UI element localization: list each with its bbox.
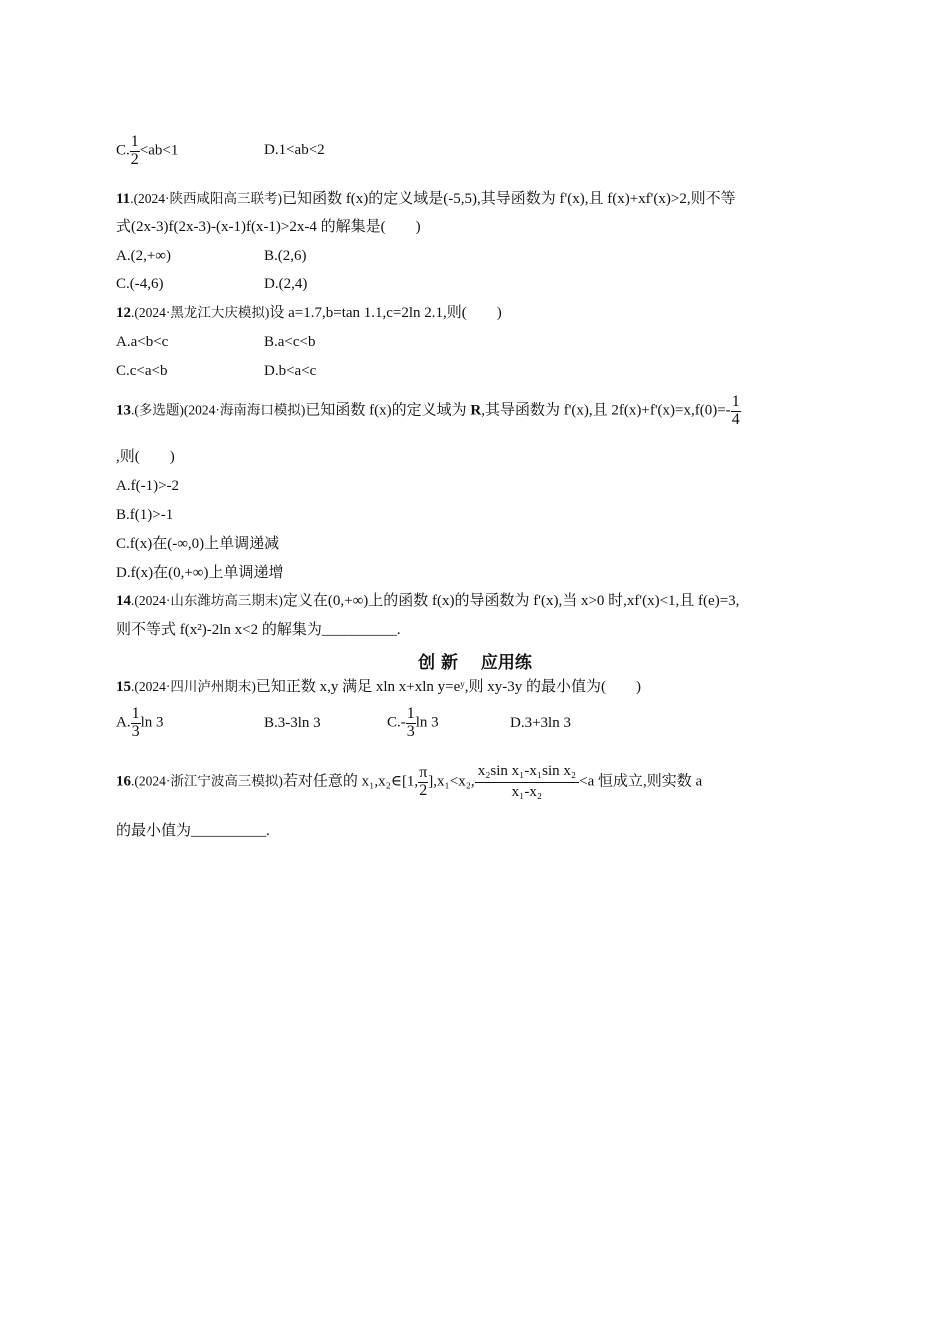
q10-option-c: C. $\frac{1}{2}$ <ab<1 — [116, 133, 179, 168]
q12-option-c: C.c<a<b — [116, 363, 168, 379]
q15-option-a-fraction: $\frac{1}{3}$ — [131, 705, 140, 740]
q11-option-b: B.(2,6) — [264, 248, 307, 264]
q12-option-d: D.b<a<c — [264, 363, 317, 379]
q15-stem: 15.(2024·四川泸州期末)已知正数 x,y 满足 xln x+xln y=eʸ,则 xy-3y 的最小值为( ) — [116, 679, 641, 695]
q10-option-d: D.1<ab<2 — [264, 142, 325, 158]
q15-option-a: A. $\frac{1}{3}$ ln 3 — [116, 705, 164, 740]
q13-option-a: A.f(-1)>-2 — [116, 478, 180, 494]
q15-option-c: C.- $\frac{1}{3}$ ln 3 — [387, 705, 439, 740]
q13-option-c: C.f(x)在(-∞,0)上单调递减 — [116, 536, 280, 552]
q16-stem-line2: 的最小值为__________. — [116, 823, 270, 839]
q14-stem-line1: 14.(2024·山东潍坊高三期末)定义在(0,+∞)上的函数 f(x)的导函数为 f'(x),当 x>0 时,xf'(x)<1,且 f(e)=3, — [116, 593, 740, 609]
q15-option-b: B.3-3ln 3 — [264, 715, 321, 731]
q11-stem-line2: 式(2x-3)f(2x-3)-(x-1)f(x-1)>2x-4 的解集是( ) — [116, 219, 421, 235]
q11-stem-line1: 11.(2024·陕西咸阳高三联考)已知函数 f(x)的定义域是(-5,5),其导函数为 f'(x),且 f(x)+xf'(x)>2,则不等 — [116, 191, 736, 207]
q13-option-b: B.f(1)>-1 — [116, 507, 174, 523]
q11-option-c: C.(-4,6) — [116, 276, 164, 292]
section-title: 创 新 应用练 — [418, 653, 532, 673]
q13-option-d: D.f(x)在(0,+∞)上单调递增 — [116, 565, 284, 581]
q15-option-d: D.3+3ln 3 — [510, 715, 571, 731]
q16-expression-fraction: $\frac{\text{x₂sin x₁-x₁sin x₂}}{\text{x₁-x₂}}$ — [475, 762, 579, 802]
q15-option-c-fraction: $\frac{1}{3}$ — [406, 705, 415, 740]
q13-stem-line2: ,则( ) — [116, 449, 175, 465]
q12-option-a: A.a<b<c — [116, 334, 169, 350]
q10-option-c-fraction: $\frac{1}{2}$ — [130, 133, 139, 168]
q16-stem-line1: 16.(2024·浙江宁波高三模拟)若对任意的 x₁,x₂∈[1, $\frac{\pi}{2}$ ],x₁<x₂, $\frac{\text{x₂sin x₁-x₁sin x₂}}{\text{x₁-x₂}}$ <a 恒成立,则实数 a — [116, 762, 702, 802]
q13-stem-line1: 13.(多选题)(2024·海南海口模拟)已知函数 f(x)的定义域为 R,其导函数为 f'(x),且 2f(x)+f'(x)=x,f(0)=- $\frac{1}{4}$ — [116, 393, 740, 428]
q12-option-b: B.a<c<b — [264, 334, 316, 350]
q12-stem: 12.(2024·黑龙江大庆模拟)设 a=1.7,b=tan 1.1,c=2ln 2.1,则( ) — [116, 305, 502, 321]
q13-fraction: $\frac{1}{4}$ — [731, 393, 740, 428]
q16-pi-fraction: $\frac{\pi}{2}$ — [419, 763, 428, 799]
q11-option-d: D.(2,4) — [264, 276, 308, 292]
q11-option-a: A.(2,+∞) — [116, 248, 171, 264]
q14-stem-line2: 则不等式 f(x²)-2ln x<2 的解集为__________. — [116, 622, 401, 638]
